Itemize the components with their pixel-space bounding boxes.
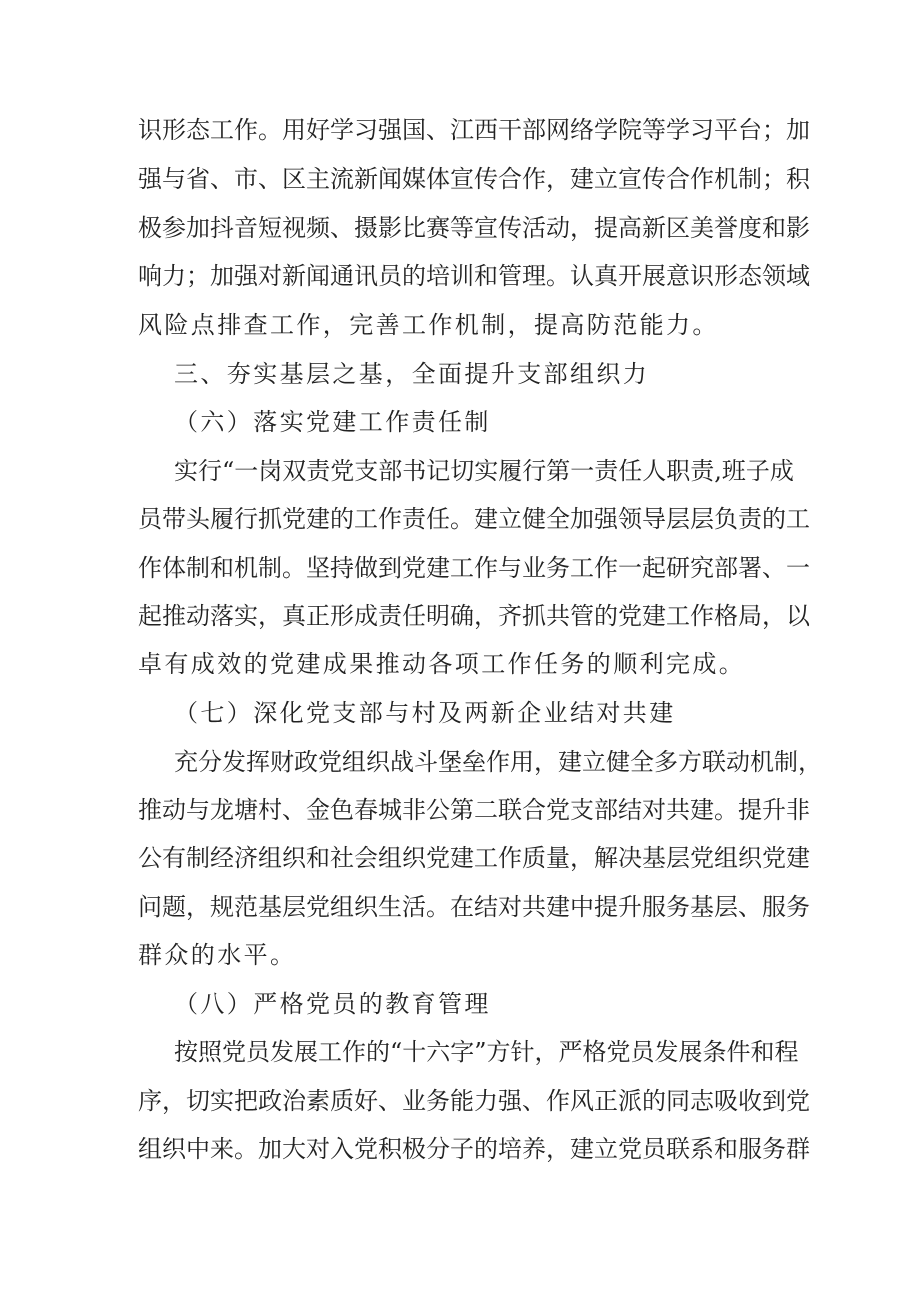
text-line: 推动与龙塘村、金色春城非公第二联合党支部结对共建。提升非 (138, 796, 810, 824)
text-line: 充分发挥财政党组织战斗堡垒作用，建立健全多方联动机制， (174, 748, 822, 776)
text-line: 响力；加强对新闻通讯员的培训和管理。认真开展意识形态领域 (138, 262, 810, 290)
text-line: 极参加抖音短视频、摄影比赛等宣传活动，提高新区美誉度和影 (138, 214, 810, 242)
text-line: 风险点排查工作，完善工作机制，提高防范能力。 (138, 311, 719, 339)
section-heading: 三、夯实基层之基，全面提升支部组织力 (174, 360, 650, 388)
text-line: 起推动落实，真正形成责任明确，齐抓共管的党建工作格局，以 (138, 602, 810, 630)
text-line: 作体制和机制。坚持做到党建工作与业务工作一起研究部署、一 (138, 554, 810, 582)
text-line: 序，切实把政治素质好、业务能力强、作风正派的同志吸收到党 (138, 1087, 810, 1115)
text-line: 按照党员发展工作的“十六字”方针，严格党员发展条件和程 (174, 1038, 799, 1066)
text-line: 强与省、市、区主流新闻媒体宣传合作，建立宣传合作机制；积 (138, 165, 810, 193)
text-line: 问题，规范基层党组织生活。在结对共建中提升服务基层、服务 (138, 893, 810, 921)
subsection-heading: （六）落实党建工作责任制 (174, 408, 491, 436)
subsection-heading: （七）深化党支部与村及两新企业结对共建 (174, 699, 676, 727)
text-line: 公有制经济组织和社会组织党建工作质量，解决基层党组织党建 (138, 844, 810, 872)
text-line: 组织中来。加大对入党积极分子的培养，建立党员联系和服务群 (138, 1135, 810, 1163)
text-line: 识形态工作。用好学习强国、江西干部网络学院等学习平台；加 (138, 116, 810, 144)
text-line: 群众的水平。 (138, 941, 297, 969)
text-line: 员带头履行抓党建的工作责任。建立健全加强领导层层负责的工 (138, 505, 810, 533)
text-line: 实行“一岗双责党支部书记切实履行第一责任人职责,班子成 (174, 457, 794, 485)
subsection-heading: （八）严格党员的教育管理 (174, 990, 491, 1018)
text-line: 卓有成效的党建成果推动各项工作任务的顺利完成。 (138, 650, 746, 678)
